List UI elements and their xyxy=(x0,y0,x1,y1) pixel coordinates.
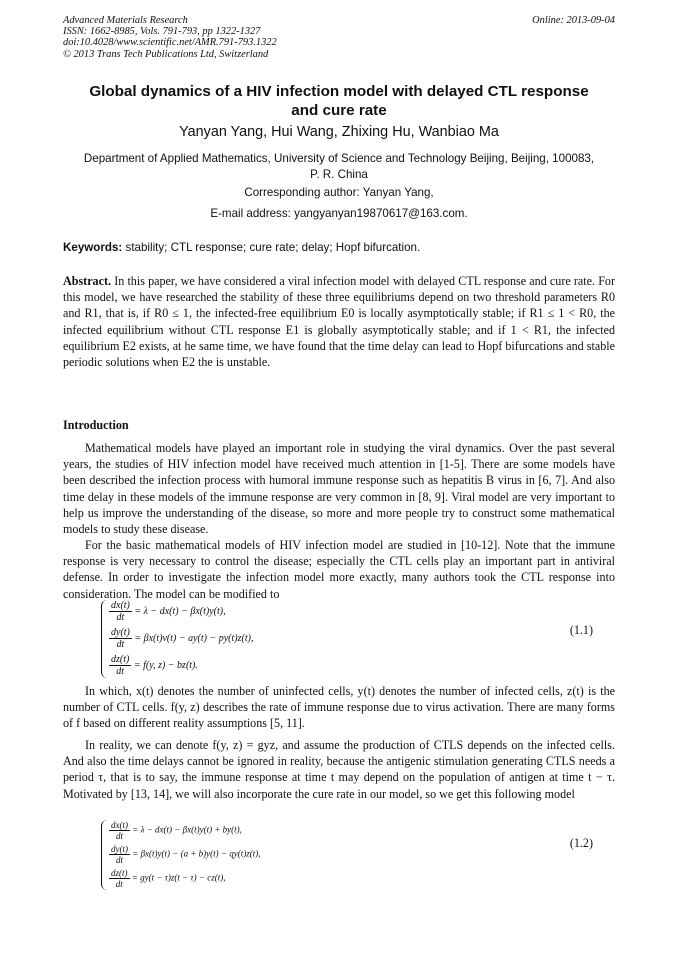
online-date: Online: 2013-09-04 xyxy=(532,15,615,26)
authors: Yanyan Yang, Hui Wang, Zhixing Hu, Wanbiao Ma xyxy=(179,124,499,140)
equation-number-1-2: (1.2) xyxy=(569,836,593,850)
derivative-numerator: dy(t) xyxy=(111,844,128,854)
corresponding-author: Corresponding author: Yanyan Yang, xyxy=(244,186,434,199)
equation-rhs: = βx(t)v(t) − ay(t) − py(t)z(t), xyxy=(134,632,254,644)
abstract-label: Abstract. xyxy=(63,274,112,288)
derivative-numerator: dz(t) xyxy=(111,654,130,665)
equation-row xyxy=(109,844,260,865)
title-line-1: Global dynamics of a HIV infection model with delayed CTL response xyxy=(89,83,589,100)
equation-rhs: = λ − dx(t) − βx(t)y(t), xyxy=(134,605,226,617)
derivative-numerator: dy(t) xyxy=(111,627,130,638)
derivative-numerator: dx(t) xyxy=(111,600,130,611)
equation-row xyxy=(109,820,242,841)
derivative-denominator: dt xyxy=(115,831,123,841)
keywords-text: stability; CTL response; cure rate; delay; Hopf bifurcation. xyxy=(125,241,421,254)
derivative-numerator: dz(t) xyxy=(111,868,128,878)
issn-line: ISSN: 1662-8985, Vols. 791-793, pp 1322-1327 xyxy=(63,26,261,38)
equation-number-1-1: (1.1) xyxy=(569,623,593,637)
derivative-denominator: dt xyxy=(116,639,125,650)
equation-rhs: = f(y, z) − bz(t). xyxy=(133,659,198,671)
abstract-text: In this paper, we have considered a viral infection model with delayed CTL response and cure rate. For this model, we have researched the stability of these three equilibriums depend on two threshold parameters R0 and R1, that is, if R0 ≤ 1, the infected-free equilibrium E0 is locally asymptotically stable; if R1 ≤ 1 < R0, the infected equilibrium without CTL response E1 is globally asymptotically stable; and if 1 < R1, the infected equilibrium E2 exists, at he same time, we have found that the time delay can lead to Hopf bifurcations and stable periodic solutions when E2 the is unstable. xyxy=(63,274,615,370)
derivative-denominator: dt xyxy=(115,855,123,865)
derivative-denominator: dt xyxy=(115,879,123,889)
equation-rhs: = gy(t − τ)z(t − τ) − cz(t), xyxy=(131,872,226,883)
equation-rhs: = λ − dx(t) − βx(t)y(t) + by(t), xyxy=(132,824,242,835)
keywords-label: Keywords: xyxy=(63,241,123,254)
derivative-denominator: dt xyxy=(116,666,125,677)
doi-line: doi:10.4028/www.scientific.net/AMR.791-793.1322 xyxy=(63,37,277,49)
abstract xyxy=(63,273,615,370)
intro-paragraph-2: For the basic mathematical models of HIV infection model are studied in [10-12]. Note that the immune response is very necessary to control the disease; especially the CTL cells play an important part in antiviral defense. In order to investigate the infection model more exactly, many authors took the CTL response into consideration. The model can be modified to xyxy=(63,538,615,601)
email-address: E-mail address: yangyanyan19870617@163.com. xyxy=(210,207,468,220)
equation-row xyxy=(109,600,226,623)
equation-brace xyxy=(101,600,109,678)
affiliation xyxy=(63,151,615,182)
journal-name: Advanced Materials Research xyxy=(63,15,188,26)
equation-row xyxy=(109,868,225,889)
keywords xyxy=(63,241,615,254)
equation-brace xyxy=(101,820,109,890)
title-line-2: and cure rate xyxy=(291,102,387,119)
copyright-line: © 2013 Trans Tech Publications Ltd, Switzerland xyxy=(63,48,269,60)
equation-1-2 xyxy=(101,820,421,892)
derivative-denominator: dt xyxy=(116,612,125,623)
paper-title xyxy=(63,82,615,120)
intro-paragraph-1: Mathematical models have played an important role in studying the viral dynamics. Over the past several years, the studies of HIV infection model have received much attention in [1-5]. There are some models have been described the infection process with humoral immune response such as hepatitis B virus in [6, 7]. And also time delay in these models of the immune response are very common in [8, 9]. Viral model are very important to help us improve the understanding of the disease, so more and more people try to construct some mathematical models to study these disease. xyxy=(63,441,615,537)
paragraph-3: In which, x(t) denotes the number of uninfected cells, y(t) denotes the number of infected cells, z(t) is the number of CTL cells. f(y, z) describes the rate of immune response due to virus activation. There are many forms of f based on different reality assumptions [5, 11]. xyxy=(63,684,615,731)
affiliation-line-1: Department of Applied Mathematics, University of Science and Technology Beijing, Beijing, 100083, xyxy=(83,152,595,165)
equation-rhs: = βx(t)y(t) − (a + b)y(t) − qy(t)z(t), xyxy=(132,848,261,859)
journal-header xyxy=(63,15,615,60)
derivative-numerator: dx(t) xyxy=(111,820,128,830)
equation-row xyxy=(109,627,253,650)
affiliation-line-2: P. R. China xyxy=(310,167,368,181)
equation-1-1 xyxy=(101,600,401,680)
paragraph-4: In reality, we can denote f(y, z) = gyz, and assume the production of CTLS depends on the infected cells. And also the time delays cannot be ignored in reality, because the antigenic stimulation generating CTLS needs a period τ, that is to say, the immune response at time t may depend on the population of antigen at time t − τ. Motivated by [13, 14], we will also incorporate the cure rate in our model, so we get this following model xyxy=(63,738,615,801)
section-heading-introduction: Introduction xyxy=(63,418,129,432)
equation-row xyxy=(109,654,198,677)
